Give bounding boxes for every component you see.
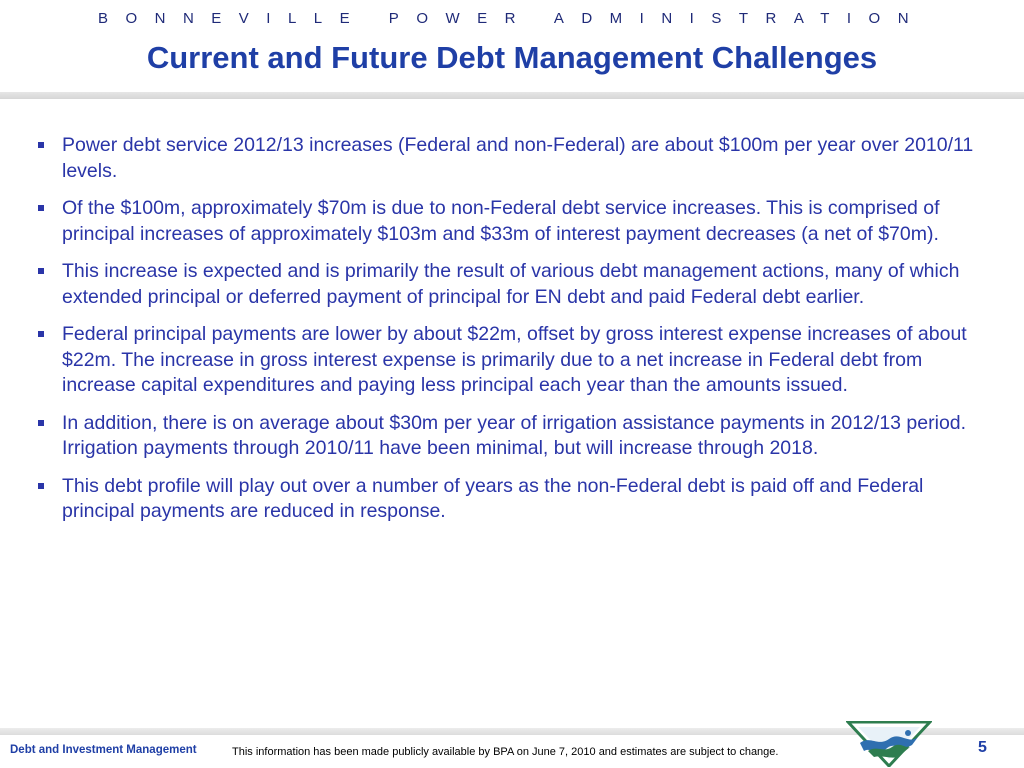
square-bullet-icon <box>38 483 44 489</box>
square-bullet-icon <box>38 142 44 148</box>
square-bullet-icon <box>38 420 44 426</box>
organization-name: BONNEVILLE POWER ADMINISTRATION <box>97 10 927 27</box>
bullet-item <box>35 474 995 525</box>
footer-section-label: Debt and Investment Management <box>10 744 197 756</box>
page-number: 5 <box>978 739 987 756</box>
bullet-text: This debt profile will play out over a number of years as the non-Federal debt is paid off and Federal principal payments are reduced in response. <box>62 474 924 522</box>
bullet-text: This increase is expected and is primarily the result of various debt management actions, many of which extended principal or deferred payment of principal for EN debt and paid Federal debt earlier. <box>62 260 960 308</box>
bullet-text: Of the $100m, approximately $70m is due to non-Federal debt service increases. This is comprised of principal increases of approximately $103m and $33m of interest payment decreases (a net of $70m). <box>62 197 940 245</box>
bullet-item <box>35 259 995 310</box>
square-bullet-icon <box>38 331 44 337</box>
bullet-item <box>35 133 995 184</box>
bullet-item <box>35 411 995 462</box>
bullet-item <box>35 196 995 247</box>
bullet-text: Power debt service 2012/13 increases (Federal and non-Federal) are about $100m per year over 2010/11 levels. <box>62 134 974 182</box>
footer-disclaimer: This information has been made publicly available by BPA on June 7, 2010 and estimates are subject to change. <box>232 746 779 758</box>
bullet-text: In addition, there is on average about $30m per year of irrigation assistance payments in 2012/13 period. Irrigation payments through 2010/11 have been minimal, but will increase through 2018. <box>62 411 967 459</box>
bullet-list <box>35 133 995 537</box>
square-bullet-icon <box>38 205 44 211</box>
bpa-logo-icon <box>846 721 932 767</box>
bullet-text: Federal principal payments are lower by about $22m, offset by gross interest expense increases of about $22m. The increase in gross interest expense is primarily due to a net increase in Federal debt from increase capital expenditures and paying less principal each year than the amounts issued. <box>62 323 967 396</box>
square-bullet-icon <box>38 268 44 274</box>
slide-title: Current and Future Debt Management Challenges <box>146 40 878 75</box>
title-divider <box>0 92 1024 99</box>
bullet-item <box>35 322 995 399</box>
